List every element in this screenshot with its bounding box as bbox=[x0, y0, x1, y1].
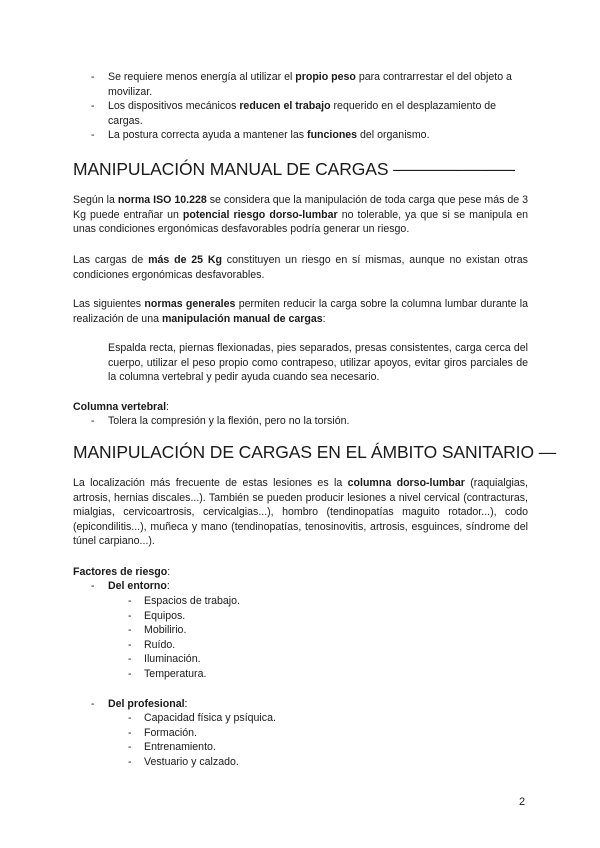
paragraph-iso: Según la norma ISO 10.228 se considera que la manipulación de toda carga que pese más de 3 Kg puede entrañar un potencial riesgo dorso-lumbar no tolerable, ya que si se manipula en unas condiciones ergonómicas desfavorables podría generar un riesgo. bbox=[73, 194, 529, 236]
section-heading-sanitario: MANIPULACIÓN DE CARGAS EN EL ÁMBITO SANITARIO — bbox=[73, 442, 557, 462]
paragraph-postura: Espalda recta, piernas flexionadas, pies separados, presas consistentes, carga cerca del cuerpo, utilizar el peso propio como contrapeso, utilizar apoyos, evitar giros parciales de la columna vertebral y pedir ayuda cuando sea necesario. bbox=[108, 342, 528, 384]
list-item: - Del profesional: bbox=[73, 697, 528, 712]
paragraph-normas: Las siguientes normas generales permiten reducir la carga sobre la columna lumbar durante la realización de una manipulación manual de cargas: bbox=[73, 298, 528, 325]
paragraph-25kg: Las cargas de más de 25 Kg constituyen un riesgo en sí mismas, aunque no existan otras condiciones ergonómicas desfavorables. bbox=[73, 254, 528, 281]
list-item: - Iluminación. bbox=[73, 652, 528, 667]
list-item: - Capacidad física y psíquica. bbox=[73, 711, 528, 726]
profesional-items bbox=[73, 711, 528, 769]
page-number: 2 bbox=[519, 796, 526, 808]
list-item: - Mobilirio. bbox=[73, 623, 528, 638]
intro-list bbox=[73, 70, 528, 143]
list-item: - Vestuario y calzado. bbox=[73, 755, 528, 770]
factores-heading: Factores de riesgo: bbox=[73, 566, 171, 578]
entorno-items bbox=[73, 594, 528, 682]
list-item: - Tolera la compresión y la flexión, pero no la torsión. bbox=[73, 414, 528, 429]
list-item: - Los dispositivos mecánicos reducen el trabajo requerido en el desplazamiento de cargas. bbox=[73, 99, 528, 128]
paragraph-lesiones: La localización más frecuente de estas lesiones es la columna dorso-lumbar (raquialgias, artrosis, hernias discales...). También se pueden producir lesiones a nivel cervical (contracturas, mialgias, cervicoartrosis, cervicalgias...), hombro (tendinopatías maguito rotador...), codo (epicondilitis...), muñeca y mano (tendinopatías, tenosinovitis, artrosis, esguinces, síndrome del túnel carpiano...). bbox=[73, 477, 528, 548]
entorno-list bbox=[73, 579, 528, 594]
list-item: - La postura correcta ayuda a mantener las funciones del organismo. bbox=[73, 128, 528, 143]
list-item: - Espacios de trabajo. bbox=[73, 594, 528, 609]
list-item: - Formación. bbox=[73, 726, 528, 741]
profesional-list bbox=[73, 697, 528, 712]
section-heading-manual: MANIPULACIÓN MANUAL DE CARGAS ——————— bbox=[73, 159, 515, 179]
list-item: - Del entorno: bbox=[73, 579, 528, 594]
list-item: - Ruído. bbox=[73, 638, 528, 653]
list-item: - Equipos. bbox=[73, 609, 528, 624]
columna-list bbox=[73, 414, 528, 429]
list-item: - Se requiere menos energía al utilizar el propio peso para contrarrestar el del objeto a movilizar. bbox=[73, 70, 528, 99]
list-item: - Temperatura. bbox=[73, 667, 528, 682]
list-item: - Entrenamiento. bbox=[73, 740, 528, 755]
columna-heading: Columna vertebral: bbox=[73, 401, 169, 413]
